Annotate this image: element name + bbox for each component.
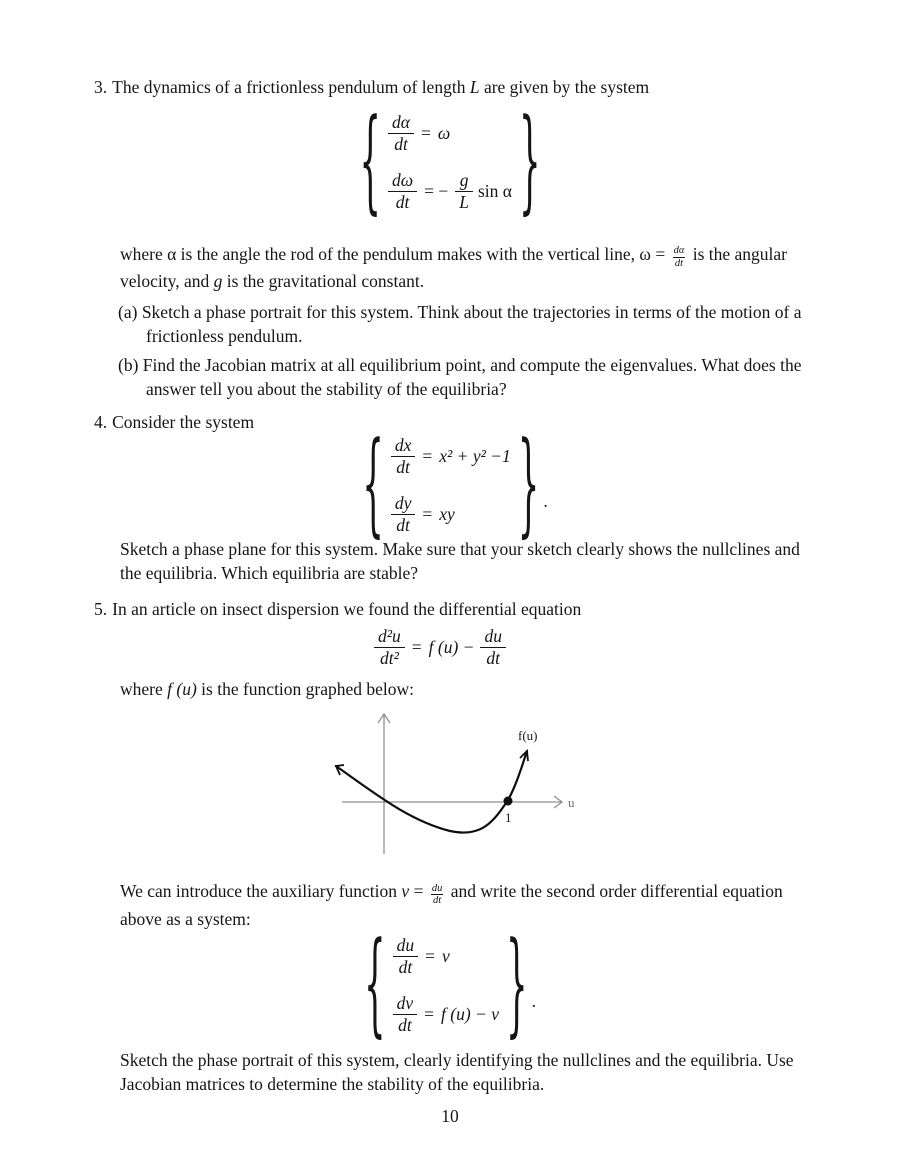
left-brace: { [362, 419, 384, 552]
equation-dv-dt: $\frac{dv}{dt}$ = f (u) − v [393, 994, 499, 1035]
right-brace: } [518, 96, 541, 229]
page-number: 10 [441, 1105, 459, 1126]
problem-5-number: 5. [94, 598, 108, 619]
right-brace: } [506, 919, 528, 1052]
right-brace: } [517, 419, 540, 552]
problem-5-where: where f (u) is the function graphed below: [120, 679, 415, 700]
problem-5-instructions: Sketch the phase portrait of this system, clearly identifying the nullclines and the equilibria. Use Jacobian matrices to determine the stability of the equilibria. [120, 1049, 794, 1094]
problem-4-number: 4. [94, 412, 108, 433]
pendulum-system-equation [0, 96, 900, 229]
equation-dalpha-dt: $\frac{d\alpha}{dt}$ = ω [388, 113, 450, 154]
fraction-d2u-dt2: $\frac{\text{d²u}}{\text{dt²}}$ [374, 627, 405, 668]
fu-graph-canvas [332, 709, 580, 859]
sin-alpha: sin α [478, 180, 512, 201]
problem-3-description: where α is the angle the rod of the pendulum makes with the vertical line, ω = $\frac{d\alpha}{dt}$ is the angular velocity, and g is the gravitational constant. [120, 243, 787, 292]
curve-label: f(u) [518, 728, 538, 744]
equation-dy-dt: $\frac{dy}{dt}$ = xy [391, 494, 455, 535]
equation-dx-dt: $\frac{dx}{dt}$ = x² + y² −1 [391, 436, 511, 477]
fraction-dalpha-dt: $\frac{d\alpha}{dt}$ [388, 113, 414, 154]
equation-period: . [543, 491, 548, 512]
left-brace: { [363, 919, 386, 1052]
equation-domega-dt: $\frac{d\omega}{dt}$ = − $\frac{g}{L}$ sin α [388, 171, 512, 212]
fraction-du-dt: $\frac{du}{dt}$ [480, 627, 506, 668]
equation-du-dt: $\frac{du}{dt}$ = v [393, 936, 450, 977]
fraction-du-dt: $\frac{du}{dt}$ [393, 936, 419, 977]
root-one-label: 1 [505, 810, 512, 826]
problem-4-instructions: Sketch a phase plane for this system. Make sure that your sketch clearly shows the nullclines and the equilibria. Which equilibria are stable? [120, 538, 800, 583]
fraction-dy-dt: $\frac{dy}{dt}$ [391, 494, 416, 535]
item-a-text: Sketch a phase portrait for this system. Think about the trajectories in terms of the motion of a frictionless pendulum. [141, 302, 802, 347]
second-order-equation: $\frac{\text{d²u}}{\text{dt²}}$ = f (u) − $\frac{du}{dt}$ [0, 627, 900, 668]
item-b-text: Find the Jacobian matrix at all equilibrium point, and compute the eigenvalues. What does the answer tell you about the stability of the equilibria? [142, 355, 802, 400]
fraction-dx-dt: $\frac{dx}{dt}$ [391, 436, 416, 477]
inline-fraction-dalpha-dt: $\frac{d\alpha}{dt}$ [673, 245, 685, 269]
problem-5-title: 5. In an article on insect dispersion we found the differential equation [94, 598, 582, 619]
item-b-label: (b) [118, 355, 139, 376]
f-of-u: f (u) [167, 679, 197, 700]
equilibrium-dot [504, 797, 513, 806]
equation-period: . [531, 991, 537, 1012]
problem-5-auxiliary: We can introduce the auxiliary function v = $\frac{du}{dt}$ and write the second order differential equation above as a system: [120, 881, 783, 929]
fraction-g-L: $\frac{g}{L}$ [455, 171, 473, 212]
problem-3-intro: The dynamics of a frictionless pendulum of length [112, 77, 470, 97]
item-a-label: (a) [118, 302, 138, 323]
fu-function-graph [332, 709, 900, 865]
problem-3-title: 3. The dynamics of a frictionless pendulum of length L are given by the system [94, 77, 650, 97]
problem-4-title: 4. Consider the system [94, 412, 255, 433]
var-L: L [469, 77, 480, 97]
var-g: g [213, 271, 223, 292]
uv-system-equation [0, 919, 900, 1052]
inline-fraction-du-dt: $\frac{du}{dt}$ [431, 882, 443, 907]
problem-3b [118, 353, 848, 401]
u-axis-label: u [568, 795, 575, 811]
var-v: v [401, 881, 410, 902]
fraction-domega-dt: $\frac{d\omega}{dt}$ [388, 171, 417, 212]
left-brace: { [359, 96, 382, 229]
fu-curve [336, 751, 527, 833]
problem-3-number: 3. [94, 77, 108, 97]
problem-3a [118, 300, 848, 348]
fraction-dv-dt: $\frac{dv}{dt}$ [393, 994, 418, 1035]
f-of-u-minus: f (u) − [428, 636, 475, 657]
